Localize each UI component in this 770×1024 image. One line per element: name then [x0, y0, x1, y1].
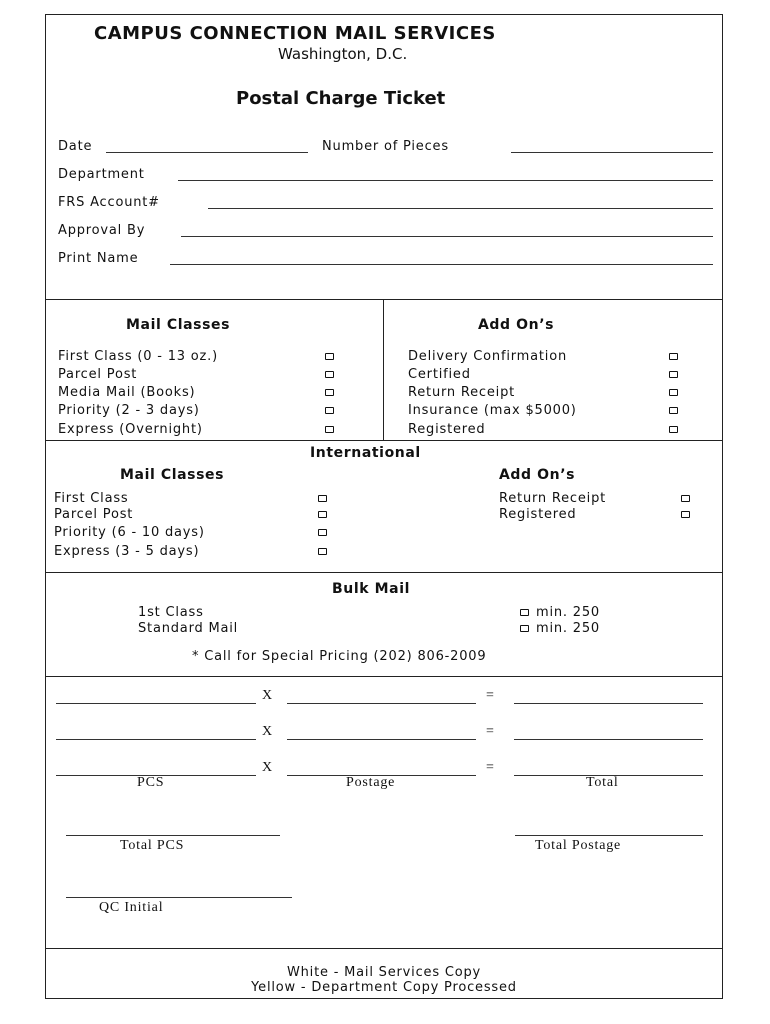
domestic-mail-classes-title: Mail Classes: [126, 317, 231, 333]
checkbox-addon-certified[interactable]: [669, 371, 678, 378]
checkbox-intl-addon-registered[interactable]: [681, 511, 690, 518]
checkbox-addon-delivery[interactable]: [669, 353, 678, 360]
international-addons-title: Add On’s: [499, 467, 576, 483]
total-pcs-line[interactable]: [66, 835, 280, 836]
date-label: Date: [58, 139, 93, 154]
calc-row2-total[interactable]: [514, 739, 703, 740]
checkbox-intl-addon-return[interactable]: [681, 495, 690, 502]
pcs-column-label: PCS: [137, 775, 165, 790]
domestic-class-media: Media Mail (Books): [58, 385, 196, 400]
domestic-class-priority: Priority (2 - 3 days): [58, 403, 200, 418]
international-title: International: [310, 445, 421, 461]
checkbox-intl-parcel[interactable]: [318, 511, 327, 518]
calc-row2-equals: =: [486, 724, 495, 739]
calc-row1-total[interactable]: [514, 703, 703, 704]
calc-row2-postage[interactable]: [287, 739, 476, 740]
department-label: Department: [58, 167, 145, 182]
print-name-label: Print Name: [58, 251, 139, 266]
postage-column-label: Postage: [346, 775, 396, 790]
ticket-title: Postal Charge Ticket: [236, 88, 446, 109]
frs-account-label: FRS Account#: [58, 195, 160, 210]
bulk-item-first-class: 1st Class: [138, 605, 204, 620]
frs-account-line[interactable]: [208, 208, 713, 209]
bulk-pricing-note: * Call for Special Pricing (202) 806-2009: [192, 649, 487, 664]
date-line[interactable]: [106, 152, 308, 153]
footer-white-copy: White - Mail Services Copy: [286, 965, 482, 980]
addon-insurance: Insurance (max $5000): [408, 403, 577, 418]
checkbox-intl-first[interactable]: [318, 495, 327, 502]
intl-addon-return-receipt: Return Receipt: [499, 491, 607, 506]
total-pcs-label: Total PCS: [120, 838, 185, 853]
checkbox-addon-registered[interactable]: [669, 426, 678, 433]
qc-initial-label: QC Initial: [99, 900, 164, 915]
domestic-class-first: First Class (0 - 13 oz.): [58, 349, 218, 364]
checkbox-domestic-parcel[interactable]: [325, 371, 334, 378]
pieces-label: Number of Pieces: [322, 139, 449, 154]
divider-bulk-top: [46, 572, 722, 573]
calc-row3-equals: =: [486, 760, 495, 775]
divider-domestic-top: [46, 299, 722, 300]
divider-calc-top: [46, 676, 722, 677]
checkbox-domestic-express[interactable]: [325, 426, 334, 433]
checkbox-domestic-first[interactable]: [325, 353, 334, 360]
checkbox-domestic-priority[interactable]: [325, 407, 334, 414]
intl-addon-registered: Registered: [499, 507, 577, 522]
checkbox-intl-express[interactable]: [318, 548, 327, 555]
bulk-min-standard: min. 250: [536, 621, 600, 636]
total-postage-label: Total Postage: [535, 838, 622, 853]
pieces-line[interactable]: [511, 152, 713, 153]
calc-row1-postage[interactable]: [287, 703, 476, 704]
calc-row2-pcs[interactable]: [56, 739, 256, 740]
total-postage-line[interactable]: [515, 835, 703, 836]
form-location: Washington, D.C.: [278, 45, 408, 63]
calc-row3-times: X: [262, 760, 273, 775]
divider-domestic-middle: [383, 299, 384, 440]
calc-row1-pcs[interactable]: [56, 703, 256, 704]
print-name-line[interactable]: [170, 264, 713, 265]
footer-yellow-copy: Yellow - Department Copy Processed: [251, 980, 517, 995]
postal-charge-form: [45, 14, 723, 999]
calc-row1-times: X: [262, 688, 273, 703]
addon-delivery-confirmation: Delivery Confirmation: [408, 349, 567, 364]
international-mail-classes-title: Mail Classes: [120, 467, 225, 483]
addon-return-receipt: Return Receipt: [408, 385, 516, 400]
addon-certified: Certified: [408, 367, 471, 382]
checkbox-bulk-first[interactable]: [520, 609, 529, 616]
checkbox-intl-priority[interactable]: [318, 529, 327, 536]
bulk-item-standard: Standard Mail: [138, 621, 239, 636]
intl-class-express: Express (3 - 5 days): [54, 544, 200, 559]
calc-row2-times: X: [262, 724, 273, 739]
bulk-min-first: min. 250: [536, 605, 600, 620]
calc-row1-equals: =: [486, 688, 495, 703]
intl-class-parcel: Parcel Post: [54, 507, 134, 522]
divider-footer-top: [46, 948, 722, 949]
checkbox-domestic-media[interactable]: [325, 389, 334, 396]
domestic-class-parcel: Parcel Post: [58, 367, 138, 382]
intl-class-first: First Class: [54, 491, 129, 506]
department-line[interactable]: [178, 180, 713, 181]
checkbox-bulk-standard[interactable]: [520, 625, 529, 632]
divider-international-top: [46, 440, 722, 441]
checkbox-addon-insurance[interactable]: [669, 407, 678, 414]
checkbox-addon-return[interactable]: [669, 389, 678, 396]
approval-label: Approval By: [58, 223, 146, 238]
domestic-class-express: Express (Overnight): [58, 422, 203, 437]
domestic-addons-title: Add On’s: [478, 317, 555, 333]
bulk-mail-title: Bulk Mail: [332, 581, 410, 597]
addon-registered: Registered: [408, 422, 486, 437]
approval-line[interactable]: [181, 236, 713, 237]
form-title: CAMPUS CONNECTION MAIL SERVICES: [94, 23, 496, 44]
qc-initial-line[interactable]: [66, 897, 292, 898]
intl-class-priority: Priority (6 - 10 days): [54, 525, 205, 540]
total-column-label: Total: [586, 775, 619, 790]
